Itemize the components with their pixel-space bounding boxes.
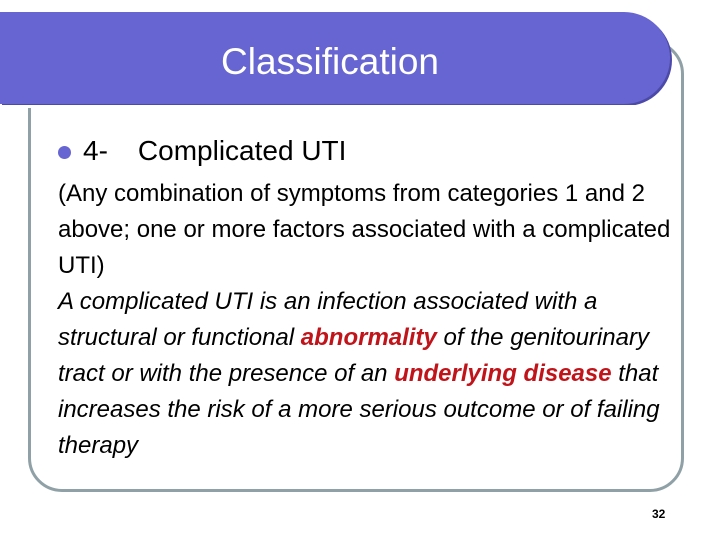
emphasis-underlying-disease: underlying disease xyxy=(394,360,612,387)
title-bar xyxy=(0,12,670,104)
definition-text-2: of the genitourinary tract or with the presence of an xyxy=(58,324,649,387)
bullet-dot-icon xyxy=(58,146,71,159)
body-text xyxy=(58,176,678,464)
bullet-heading: Complicated UTI xyxy=(137,135,347,166)
paragraph-symptoms: (Any combination of symptoms from categories 1 and 2 above; one or more factors associated with a complicated UTI) xyxy=(58,180,671,279)
slide-title: Classification xyxy=(221,41,439,82)
paragraph-definition xyxy=(58,284,678,464)
title-underline xyxy=(0,105,638,108)
page-number: 32 xyxy=(652,507,666,521)
emphasis-abnormality: abnormality xyxy=(300,324,437,351)
definition-text-1: A complicated UTI is an infection associated with a structural or functional xyxy=(58,288,598,351)
definition-text-3: that increases the risk of a more serious outcome or of failing therapy xyxy=(58,360,660,459)
bullet-item xyxy=(58,131,346,171)
bullet-number: 4- xyxy=(83,135,108,166)
